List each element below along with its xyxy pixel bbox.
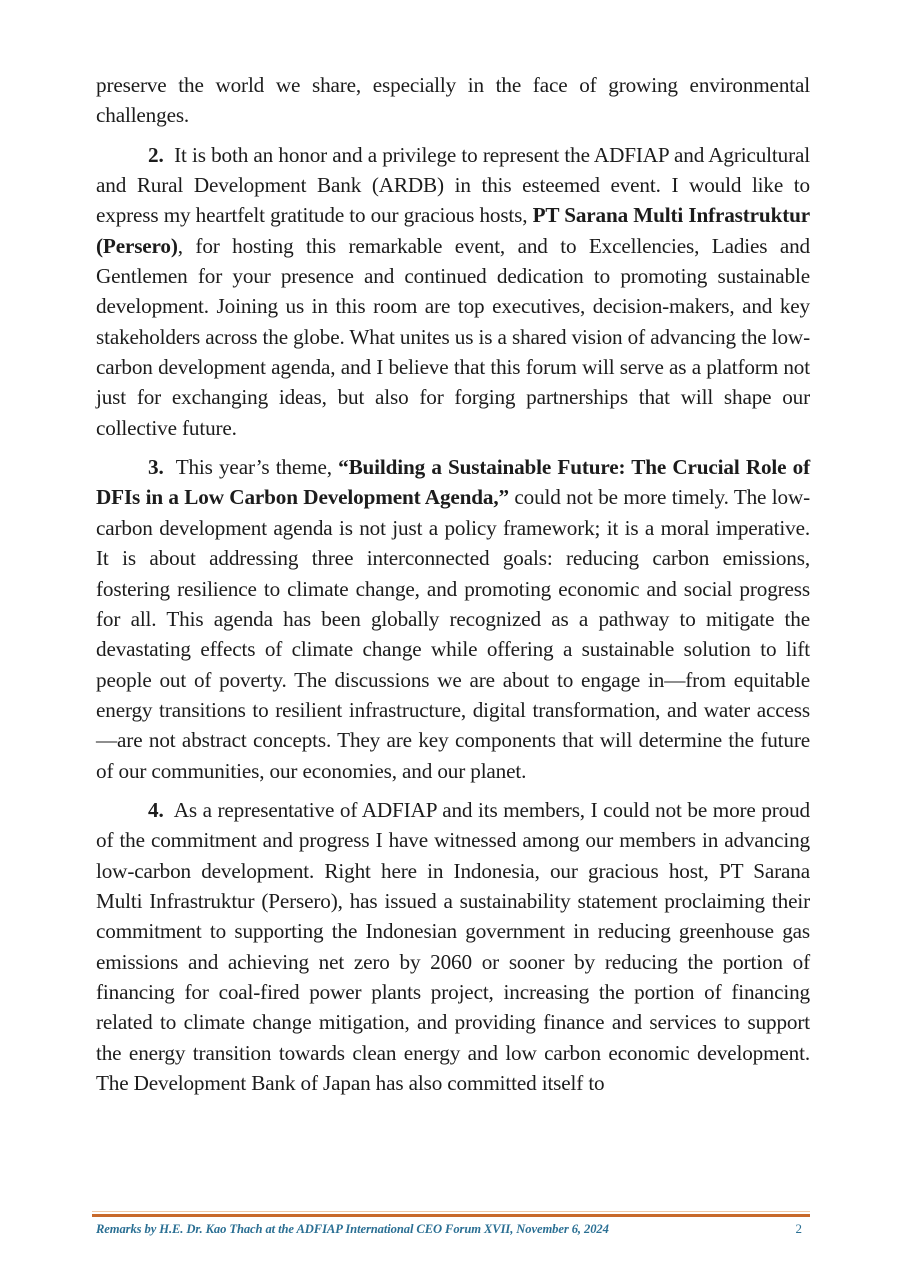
paragraph-text: could not be more timely. The low-carbon development agenda is not just a policy framework; it is a moral imperative. It is about addressing three interconnected goals: reducing carbon emissions, fostering resilience to climate change, and promoting economic and social progress for all. This agenda has been globally recognized as a pathway to mitigate the devastating effects of climate change while offering a sustainable solution to lift people out of poverty. The discussions we are about to engage in—from equitable energy transitions to resilient infrastructure, digital transformation, and water access—are not abstract concepts. They are key components that will determine the future of our communities, our economies, and our planet. xyxy=(96,485,810,783)
paragraph-text: , for hosting this remarkable event, and to Excellencies, Ladies and Gentlemen for your presence and continued dedication to promoting sustainable development. Joining us in this room are top executives, decision-makers, and key stakeholders across the globe. What unites us is a shared vision of advancing the low-carbon development agenda, and I believe that this forum will serve as a platform not just for exchanging ideas, but also for forging partnerships that will shape our collective future. xyxy=(96,233,810,440)
paragraph-text: This year’s theme, xyxy=(175,455,339,480)
page-number: 2 xyxy=(795,1221,802,1236)
page-footer xyxy=(92,1211,810,1237)
paragraph-4 xyxy=(96,795,810,1098)
paragraph-text: It is both an honor and a privilege to represent the ADFIAP and Agricultural and Rural Development Bank (ARDB) in this esteemed event. I would like to express my heartfelt gratitude to our gracious hosts, xyxy=(96,142,810,228)
paragraph-text: preserve the world we share, especially in the face of growing environmental challenges. xyxy=(96,73,810,128)
footer-caption: Remarks by H.E. Dr. Kao Thach at the ADFIAP International CEO Forum XVII, November 6, 2024 xyxy=(96,1222,609,1236)
paragraph-number: 2. xyxy=(148,142,164,167)
paragraph-3 xyxy=(96,452,810,786)
footer-rule xyxy=(92,1214,810,1217)
host-name-bold: PT Sarana Multi Infrastruktur (Persero) xyxy=(96,203,810,258)
footer-rule-thin xyxy=(92,1211,810,1212)
paragraph-number: 3. xyxy=(148,455,164,480)
paragraph-2 xyxy=(96,140,810,443)
paragraph-continued xyxy=(96,70,810,131)
paragraph-text: As a representative of ADFIAP and its members, I could not be more proud of the commitment and progress I have witnessed among our members in advancing low-carbon development. Right here in Indonesia, our gracious host, PT Sarana Multi Infrastruktur (Persero), has issued a sustainability statement proclaiming their commitment to supporting the Indonesian government in reducing greenhouse gas emissions and achieving net zero by 2060 or sooner by reducing the portion of financing for coal-fired power plants project, increasing the portion of financing related to climate change mitigation, and providing finance and services to support the energy transition towards clean energy and low carbon economic development. The Development Bank of Japan has also committed itself to xyxy=(96,797,810,1095)
theme-title-bold: “Building a Sustainable Future: The Crucial Role of DFIs in a Low Carbon Development Agenda,” xyxy=(96,455,810,510)
document-page xyxy=(96,70,810,1107)
paragraph-number: 4. xyxy=(148,797,164,822)
